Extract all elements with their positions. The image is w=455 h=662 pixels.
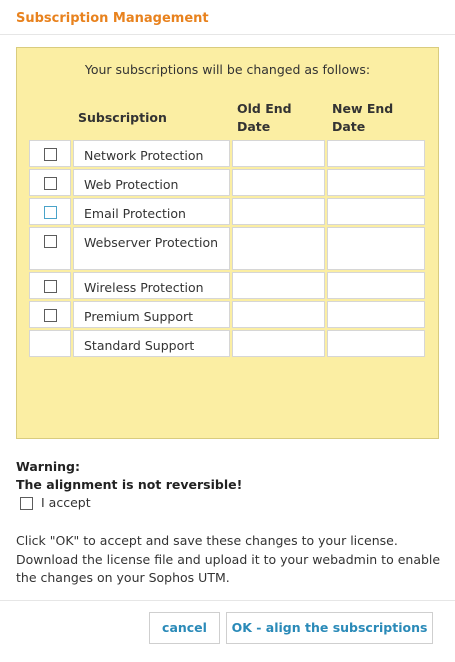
row-checkbox-cell [29,272,71,299]
new-end-date-cell [327,140,425,167]
subscription-name: Wireless Protection [84,280,204,295]
footer-divider [0,600,455,601]
row-checkbox-cell [29,169,71,196]
old-end-date-cell [232,330,325,357]
ok-align-button[interactable]: OK - align the subscriptions [226,612,433,644]
new-end-date-cell [327,227,425,270]
new-end-date-cell [327,169,425,196]
warning-label: Warning: [16,459,80,474]
row-checkbox-cell [29,227,71,270]
subscription-name: Premium Support [84,309,194,324]
subscription-name: Standard Support [84,338,195,353]
column-header-new-end-date: New End Date [332,101,394,134]
subscription-name: Webserver Protection [84,235,219,250]
old-end-date-cell [232,169,325,196]
subscription-name-cell [73,169,230,196]
subscription-checkbox[interactable] [44,206,57,219]
row-checkbox-cell [29,301,71,328]
subscription-checkbox[interactable] [44,177,57,190]
row-checkbox-cell [29,140,71,167]
subscription-name: Network Protection [84,148,204,163]
subscription-name: Web Protection [84,177,179,192]
old-end-date-cell [232,272,325,299]
old-end-date-cell [232,301,325,328]
subscription-checkbox[interactable] [44,309,57,322]
subscription-checkbox[interactable] [44,280,57,293]
old-end-date-cell [232,227,325,270]
old-end-date-cell [232,198,325,225]
subscription-checkbox[interactable] [44,148,57,161]
subscription-checkbox[interactable] [44,235,57,248]
subscription-name-cell [73,140,230,167]
cancel-button[interactable]: cancel [149,612,220,644]
new-end-date-cell [327,198,425,225]
subscription-name-cell [73,301,230,328]
warning-message: The alignment is not reversible! [16,477,243,492]
column-header-subscription: Subscription [78,110,167,125]
subscription-name-cell [73,227,230,270]
accept-checkbox[interactable] [20,497,33,510]
row-checkbox-cell [29,198,71,225]
info-text: Click "OK" to accept and save these changes to your license. Download the license file and upload it to your webadmin to enable the changes on your Sophos UTM. [16,533,441,585]
dialog-title: Subscription Management [16,11,209,26]
old-end-date-cell [232,140,325,167]
subscription-name-cell [73,272,230,299]
new-end-date-cell [327,272,425,299]
new-end-date-cell [327,301,425,328]
panel-heading: Your subscriptions will be changed as follows: [84,62,371,77]
subscription-name-cell [73,198,230,225]
subscription-changes-panel [16,47,439,439]
column-header-old-end-date: Old End Date [237,101,292,134]
subscription-name: Email Protection [84,206,186,221]
accept-label[interactable]: I accept [41,495,91,510]
subscription-name-cell [73,330,230,357]
title-divider [0,34,455,35]
new-end-date-cell [327,330,425,357]
row-checkbox-cell [29,330,71,357]
warning-text [16,458,242,494]
